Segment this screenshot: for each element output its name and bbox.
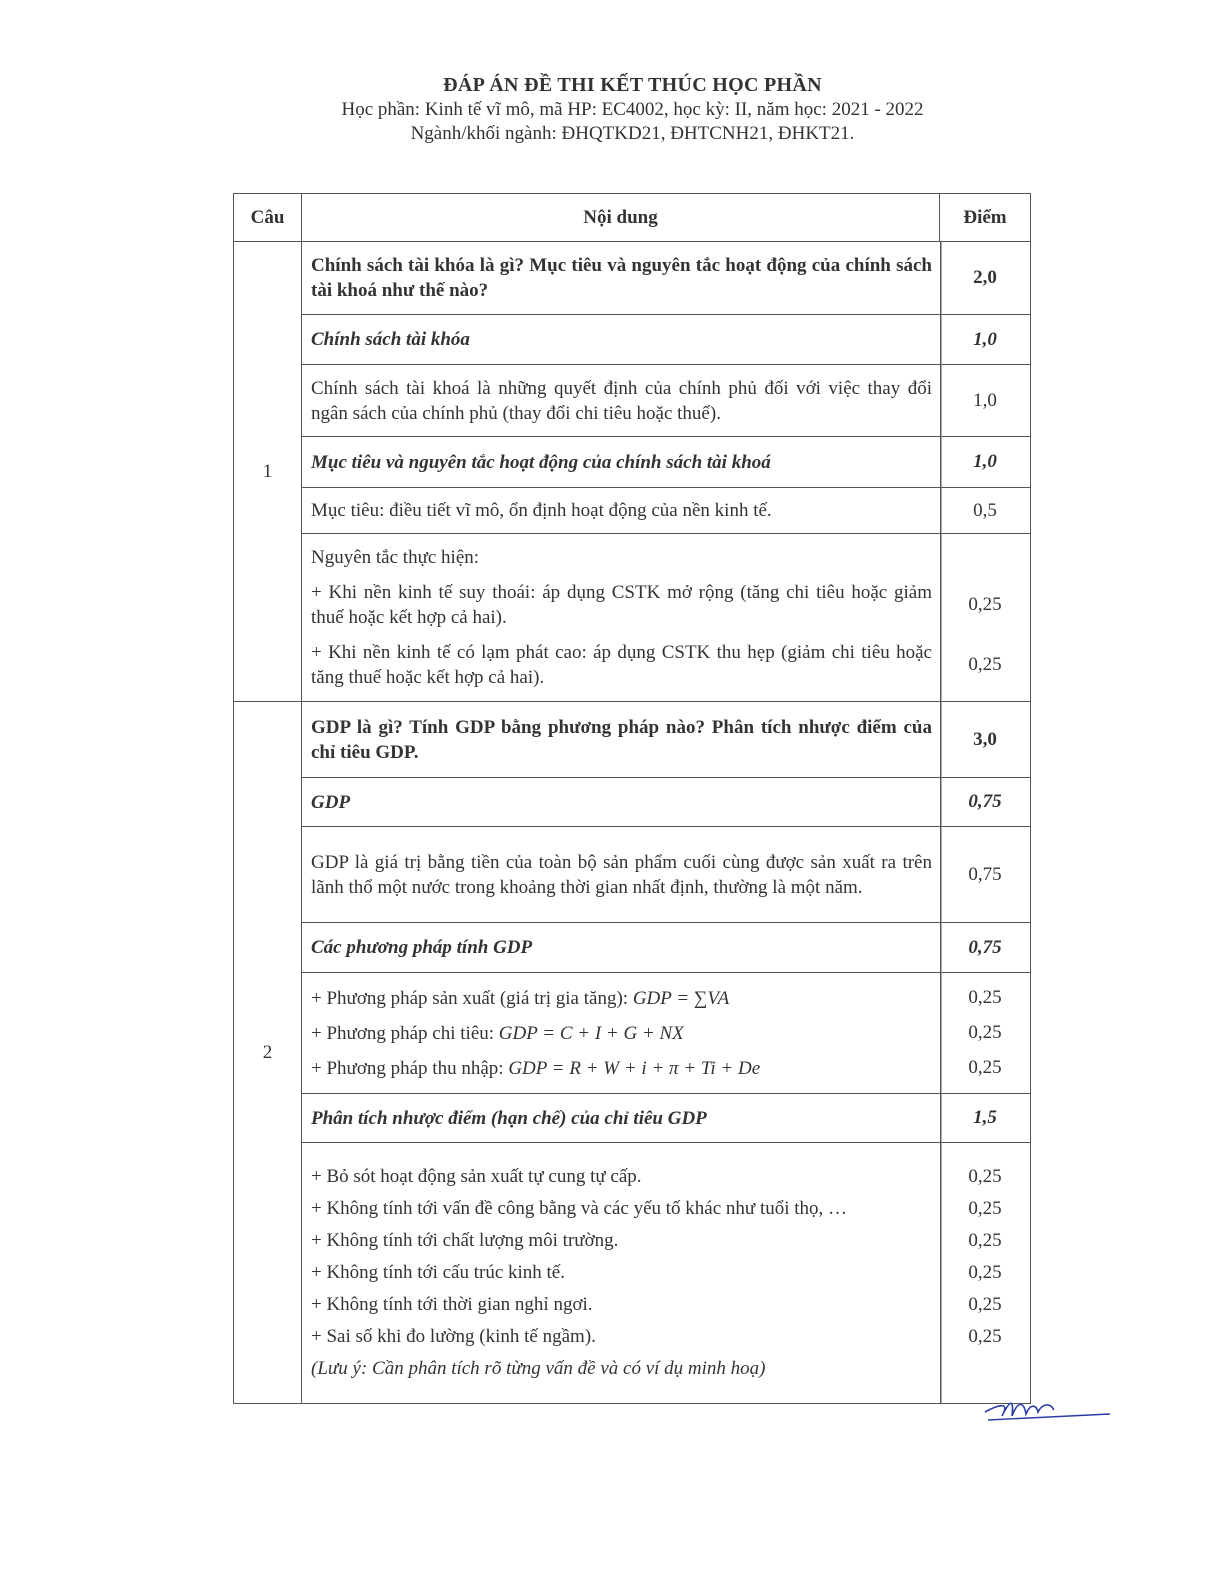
formula: GDP = ∑VA bbox=[632, 987, 730, 1009]
answer-line bbox=[302, 1225, 1030, 1257]
question-number: 2 bbox=[234, 702, 302, 1404]
answer-line bbox=[302, 371, 1030, 431]
content-cell bbox=[302, 702, 1031, 778]
table-row bbox=[234, 534, 1031, 702]
answer-line bbox=[302, 635, 1030, 695]
answer-text: + Phương pháp sản xuất (giá trị gia tăng): bbox=[311, 987, 633, 1009]
score: 1,5 bbox=[973, 1107, 997, 1128]
table-row bbox=[234, 437, 1031, 488]
answer-line bbox=[302, 710, 1030, 770]
score: 0,75 bbox=[968, 863, 1002, 885]
answer-line bbox=[302, 1193, 1030, 1225]
answer-line bbox=[302, 1321, 1030, 1353]
answer-text: (Lưu ý: Cần phân tích rõ từng vấn đề và có ví dụ minh hoạ) bbox=[311, 1358, 766, 1379]
table-row bbox=[234, 702, 1031, 778]
answer-line bbox=[302, 1257, 1030, 1289]
answer-text: + Khi nền kinh tế suy thoái: áp dụng CSTK mở rộng (tăng chi tiêu hoặc giảm thuế hoặc kết hợp cả hai). bbox=[311, 582, 932, 628]
answer-line bbox=[302, 248, 1030, 308]
table-row bbox=[234, 365, 1031, 437]
answer-text: + Sai số khi đo lường (kinh tế ngầm). bbox=[311, 1326, 596, 1347]
content-cell bbox=[302, 315, 1031, 365]
score: 3,0 bbox=[973, 728, 997, 750]
answer-line bbox=[302, 445, 1030, 480]
header-question: Câu bbox=[234, 194, 302, 242]
table-row bbox=[234, 778, 1031, 827]
answer-line bbox=[302, 785, 1030, 820]
score: 1,0 bbox=[973, 389, 997, 411]
answer-line bbox=[302, 1101, 1030, 1136]
majors-info: Ngành/khối ngành: ĐHQTKD21, ĐHTCNH21, ĐHKT21. bbox=[410, 123, 855, 144]
score: 0,25 bbox=[968, 1294, 1002, 1315]
content-cell bbox=[302, 242, 1031, 315]
header-content: Nội dung bbox=[302, 194, 940, 242]
table-row bbox=[234, 315, 1031, 365]
score: 0,25 bbox=[968, 1166, 1002, 1187]
table-row bbox=[234, 1143, 1031, 1404]
answer-text: Chính sách tài khoá là những quyết định của chính phủ đối với việc thay đổi ngân sách của chính phủ (thay đổi chi tiêu hoặc thuế). bbox=[311, 377, 932, 424]
answer-line bbox=[302, 1016, 1030, 1051]
score: 0,25 bbox=[968, 654, 1002, 675]
answer-text: Các phương pháp tính GDP bbox=[311, 937, 533, 958]
document-title: ĐÁP ÁN ĐỀ THI KẾT THÚC HỌC PHẦN bbox=[443, 74, 822, 96]
table-header-row bbox=[234, 194, 1031, 242]
content-cell bbox=[302, 365, 1031, 437]
answer-table bbox=[233, 193, 1031, 1404]
header-score: Điểm bbox=[940, 194, 1031, 242]
answer-text: + Bỏ sót hoạt động sản xuất tự cung tự cấp. bbox=[311, 1166, 642, 1187]
score: 0,5 bbox=[973, 499, 997, 521]
table-row bbox=[234, 488, 1031, 534]
table-row bbox=[234, 827, 1031, 923]
answer-line bbox=[302, 1051, 1030, 1086]
answer-text: Phân tích nhược điểm (hạn chế) của chỉ tiêu GDP bbox=[311, 1107, 707, 1129]
answer-text: Mục tiêu: điều tiết vĩ mô, ổn định hoạt động của nền kinh tế. bbox=[311, 500, 772, 521]
table-row bbox=[234, 242, 1031, 315]
score: 0,25 bbox=[968, 1198, 1002, 1219]
answer-text: Nguyên tắc thực hiện: bbox=[311, 547, 480, 568]
answer-line bbox=[302, 322, 1030, 357]
score: 0,25 bbox=[968, 1262, 1002, 1283]
score: 2,0 bbox=[973, 267, 997, 288]
content-cell bbox=[302, 778, 1031, 827]
content-cell bbox=[302, 827, 1031, 923]
answer-line bbox=[302, 575, 1030, 635]
answer-text: GDP là gì? Tính GDP bằng phương pháp nào? Phân tích nhược điểm của chỉ tiêu GDP. bbox=[311, 716, 932, 763]
content-cell bbox=[302, 488, 1031, 534]
score: 0,25 bbox=[968, 1326, 1002, 1347]
table-row bbox=[234, 923, 1031, 973]
answer-text: GDP bbox=[311, 791, 351, 813]
table-row bbox=[234, 973, 1031, 1094]
score bbox=[940, 1353, 1030, 1385]
question-number: 1 bbox=[234, 242, 302, 702]
content-cell bbox=[302, 534, 1031, 702]
formula: GDP = C + I + G + NX bbox=[498, 1022, 684, 1044]
score bbox=[940, 540, 1030, 575]
answer-line bbox=[302, 930, 1030, 965]
content-cell bbox=[302, 1094, 1031, 1143]
answer-text: + Không tính tới cấu trúc kinh tế. bbox=[311, 1262, 565, 1283]
content-cell bbox=[302, 437, 1031, 488]
answer-text: Chính sách tài khóa là gì? Mục tiêu và nguyên tắc hoạt động của chính sách tài khoá như thế nào? bbox=[311, 255, 932, 301]
answer-text: Mục tiêu và nguyên tắc hoạt động của chính sách tài khoá bbox=[311, 451, 771, 473]
answer-text: + Không tính tới vấn đề công bằng và các yếu tố khác như tuổi thọ, … bbox=[311, 1198, 848, 1219]
answer-text: + Phương pháp chi tiêu: bbox=[311, 1022, 499, 1044]
answer-line bbox=[302, 1289, 1030, 1321]
course-info: Học phần: Kinh tế vĩ mô, mã HP: EC4002, học kỳ: II, năm học: 2021 - 2022 bbox=[341, 99, 924, 120]
content-cell bbox=[302, 923, 1031, 973]
score: 0,25 bbox=[968, 1230, 1002, 1251]
answer-text: + Không tính tới thời gian nghỉ ngơi. bbox=[311, 1294, 593, 1315]
score: 0,25 bbox=[968, 1057, 1002, 1078]
signature bbox=[980, 1390, 1115, 1430]
answer-text: GDP là giá trị bằng tiền của toàn bộ sản phẩm cuối cùng được sản xuất ra trên lãnh thổ một nước trong khoảng thời gian nhất định, thường là một năm. bbox=[311, 851, 932, 898]
score: 0,25 bbox=[968, 1022, 1002, 1043]
answer-text: + Phương pháp thu nhập: bbox=[311, 1057, 509, 1079]
answer-text: + Không tính tới chất lượng môi trường. bbox=[311, 1230, 619, 1251]
answer-line bbox=[302, 1353, 1030, 1385]
score: 0,75 bbox=[968, 936, 1002, 958]
answer-line bbox=[302, 540, 1030, 575]
formula: GDP = R + W + i + π + Ti + De bbox=[508, 1057, 761, 1079]
table-row bbox=[234, 1094, 1031, 1143]
content-cell bbox=[302, 973, 1031, 1094]
answer-line bbox=[302, 845, 1030, 905]
score: 1,0 bbox=[973, 328, 997, 350]
score: 0,25 bbox=[968, 594, 1002, 615]
answer-text: + Khi nền kinh tế có lạm phát cao: áp dụng CSTK thu hẹp (giảm chi tiêu hoặc tăng thuế hoặc kết hợp cả hai). bbox=[311, 642, 932, 688]
answer-line bbox=[302, 493, 1030, 528]
score: 0,25 bbox=[968, 987, 1002, 1008]
answer-line bbox=[302, 1161, 1030, 1193]
score: 1,0 bbox=[973, 451, 997, 472]
answer-line bbox=[302, 981, 1030, 1016]
content-cell bbox=[302, 1143, 1031, 1404]
score: 0,75 bbox=[968, 791, 1002, 812]
answer-text: Chính sách tài khóa bbox=[311, 329, 470, 350]
